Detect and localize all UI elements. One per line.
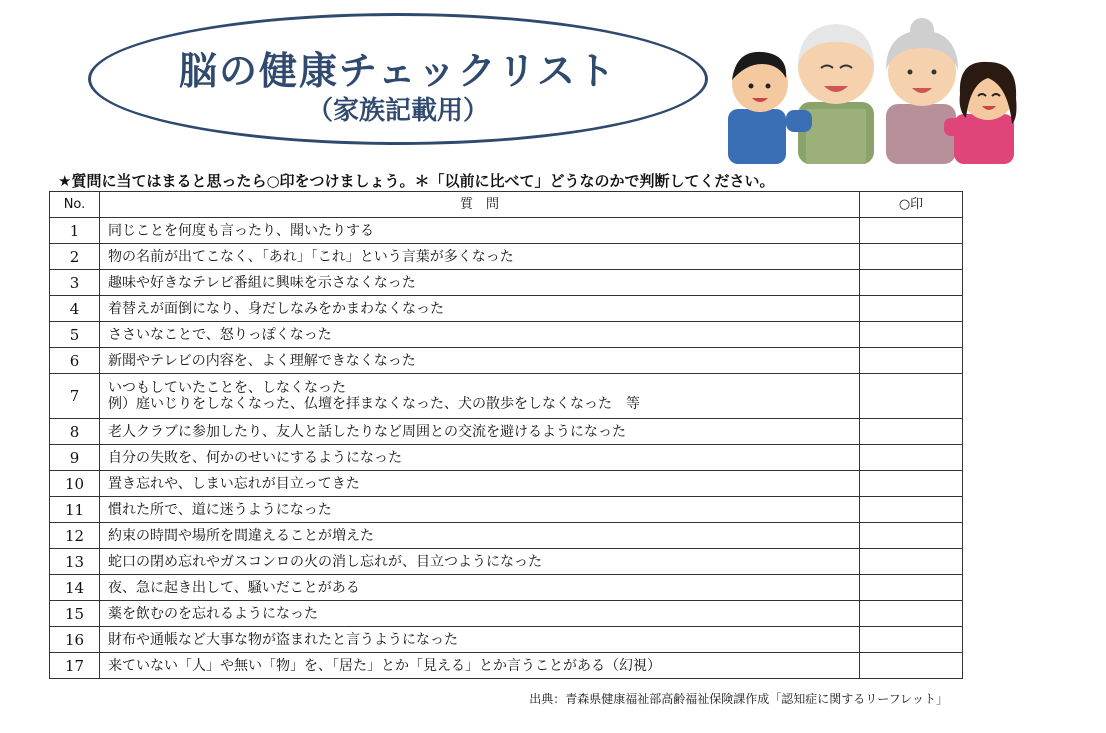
row-mark-cell[interactable] <box>860 296 963 322</box>
row-question <box>100 374 860 419</box>
table-row <box>50 601 963 627</box>
header-question: 質 問 <box>100 192 860 218</box>
row-question: 置き忘れや、しまい忘れが目立ってきた <box>100 471 860 497</box>
row-question: 老人クラブに参加したり、友人と話したりなど周囲との交流を避けるようになった <box>100 419 860 445</box>
grandfather-figure <box>786 24 874 164</box>
table-row <box>50 627 963 653</box>
table-row <box>50 244 963 270</box>
table-row <box>50 296 963 322</box>
table-row <box>50 374 963 419</box>
row-question: 薬を飲むのを忘れるようになった <box>100 601 860 627</box>
table-row <box>50 575 963 601</box>
row-mark-cell[interactable] <box>860 601 963 627</box>
header-mark: ○印 <box>860 192 963 218</box>
row-mark-cell[interactable] <box>860 627 963 653</box>
row-question: ささいなことで、怒りっぽくなった <box>100 322 860 348</box>
row-number: 4 <box>50 296 100 322</box>
row-question: 夜、急に起き出して、騒いだことがある <box>100 575 860 601</box>
row-mark-cell[interactable] <box>860 549 963 575</box>
row-question: 約束の時間や場所を間違えることが増えた <box>100 523 860 549</box>
table-row <box>50 445 963 471</box>
boy-figure <box>728 52 788 164</box>
row-mark-cell[interactable] <box>860 445 963 471</box>
family-illustration <box>726 14 1026 164</box>
row-mark-cell[interactable] <box>860 497 963 523</box>
table-row <box>50 549 963 575</box>
row-question: 新聞やテレビの内容を、よく理解できなくなった <box>100 348 860 374</box>
table-row <box>50 270 963 296</box>
row-number: 12 <box>50 523 100 549</box>
row-question: 着替えが面倒になり、身だしなみをかまわなくなった <box>100 296 860 322</box>
row-number: 16 <box>50 627 100 653</box>
row-number: 13 <box>50 549 100 575</box>
row-number: 10 <box>50 471 100 497</box>
row-question: 慣れた所で、道に迷うようになった <box>100 497 860 523</box>
row-question: 来ていない「人」や無い「物」を、「居た」とか「見える」とか言うことがある（幻視） <box>100 653 860 679</box>
row-mark-cell[interactable] <box>860 322 963 348</box>
page-title: 脳の健康チェックリスト <box>178 49 618 93</box>
row-mark-cell[interactable] <box>860 419 963 445</box>
table-row <box>50 218 963 244</box>
row-mark-cell[interactable] <box>860 523 963 549</box>
row-mark-cell[interactable] <box>860 244 963 270</box>
row-mark-cell[interactable] <box>860 653 963 679</box>
table-row <box>50 471 963 497</box>
row-number: 6 <box>50 348 100 374</box>
row-mark-cell[interactable] <box>860 374 963 419</box>
instruction-text: ★質問に当てはまると思ったら○印をつけましょう。＊「以前に比べて」どうなのかで判断してください。 <box>58 172 775 190</box>
table-row <box>50 523 963 549</box>
header-no: No. <box>50 192 100 218</box>
row-question: 同じことを何度も言ったり、聞いたりする <box>100 218 860 244</box>
table-row <box>50 348 963 374</box>
row-number: 3 <box>50 270 100 296</box>
source-citation: 出典：青森県健康福祉部高齢福祉保険課作成「認知症に関するリーフレット」 <box>529 692 948 706</box>
row-question: 財布や通帳など大事な物が盗まれたと言うようになった <box>100 627 860 653</box>
grandmother-figure <box>886 18 958 164</box>
row-number: 15 <box>50 601 100 627</box>
row-number: 7 <box>50 374 100 419</box>
row-question-line2: 例）庭いじりをしなくなった、仏壇を拝まなくなった、犬の散歩をしなくなった 等 <box>108 396 640 412</box>
table-row <box>50 419 963 445</box>
row-number: 9 <box>50 445 100 471</box>
row-question: 自分の失敗を、何かのせいにするようになった <box>100 445 860 471</box>
row-number: 1 <box>50 218 100 244</box>
table-row <box>50 497 963 523</box>
row-number: 17 <box>50 653 100 679</box>
checklist-table <box>49 191 963 679</box>
row-question: 趣味や好きなテレビ番組に興味を示さなくなった <box>100 270 860 296</box>
row-mark-cell[interactable] <box>860 575 963 601</box>
row-number: 5 <box>50 322 100 348</box>
page-subtitle: （家族記載用） <box>306 96 489 126</box>
row-number: 14 <box>50 575 100 601</box>
row-number: 8 <box>50 419 100 445</box>
row-mark-cell[interactable] <box>860 270 963 296</box>
table-row <box>50 653 963 679</box>
table-header-row <box>50 192 963 218</box>
row-mark-cell[interactable] <box>860 471 963 497</box>
row-question: 蛇口の閉め忘れやガスコンロの火の消し忘れが、目立つようになった <box>100 549 860 575</box>
table-row <box>50 322 963 348</box>
row-number: 11 <box>50 497 100 523</box>
row-mark-cell[interactable] <box>860 218 963 244</box>
row-number: 2 <box>50 244 100 270</box>
row-question: 物の名前が出てこなく、「あれ」「これ」という言葉が多くなった <box>100 244 860 270</box>
row-mark-cell[interactable] <box>860 348 963 374</box>
row-question-line1: いつもしていたことを、しなくなった <box>108 380 346 396</box>
